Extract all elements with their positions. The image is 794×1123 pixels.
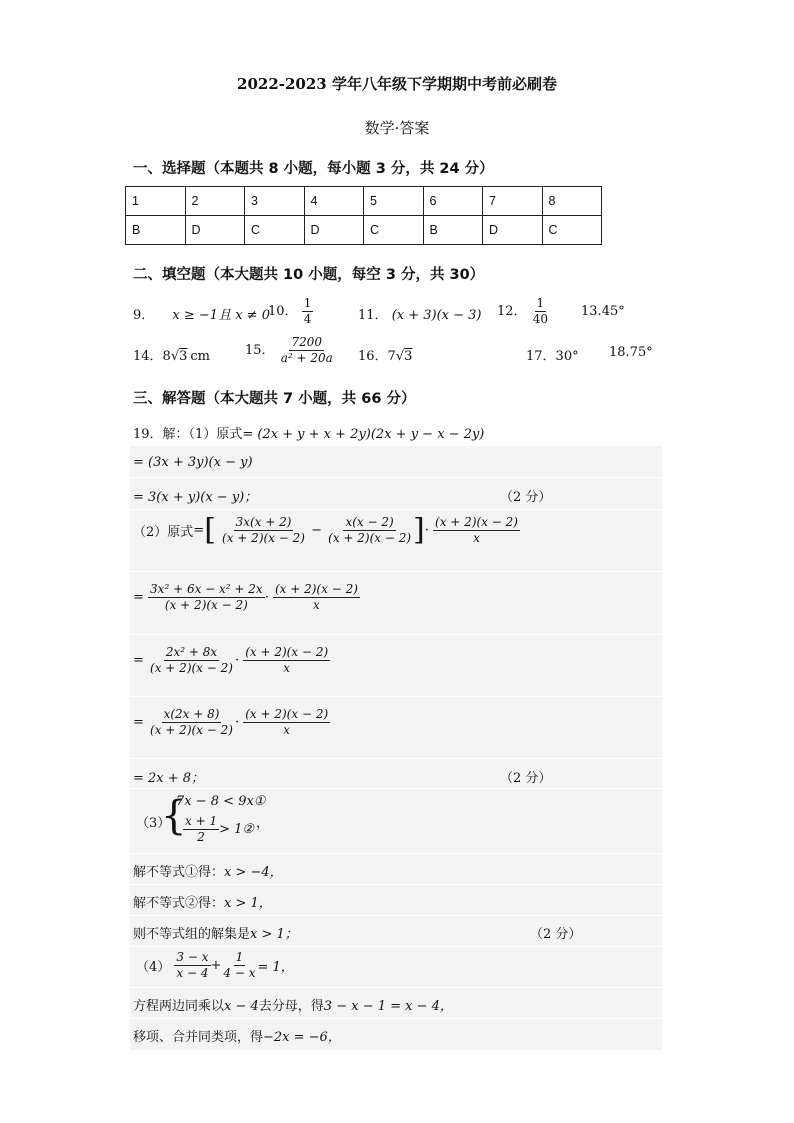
section3-heading: 三、解答题（本大题共 7 小题，共 66 分） xyxy=(133,391,416,407)
answer-table-answers-row xyxy=(126,216,602,245)
p3-solution2-text: 解不等式②得： xyxy=(133,896,225,911)
answer-table-cell: 4 xyxy=(304,187,364,216)
fraction-numerator: 1 xyxy=(235,950,244,964)
row-divider xyxy=(130,788,662,789)
q16-coefficient: 7 xyxy=(387,349,396,364)
p4-equation: （4） $\frac{3 - x}{x - 4}$ + $\frac{1}{4 - x}$ = 1， xyxy=(136,950,294,980)
p4-equation-rest: = 1， xyxy=(257,960,294,975)
fraction-denominator: 2 xyxy=(197,830,205,844)
p3-solution1 xyxy=(133,861,283,880)
p3-label: （3） xyxy=(136,816,171,831)
p3-comma: ， xyxy=(256,816,270,831)
q12-answer xyxy=(497,296,550,327)
q18-answer xyxy=(609,345,653,360)
fraction-numerator: x(2x + 8) xyxy=(163,707,220,721)
radical-icon: √ xyxy=(170,349,180,364)
fraction-denominator: x xyxy=(313,598,320,612)
left-brace-icon: { xyxy=(161,793,187,839)
q14-answer xyxy=(133,345,210,364)
fraction-denominator: x xyxy=(473,531,480,545)
p3-solution1-text: 解不等式①得： xyxy=(133,865,225,880)
row-divider xyxy=(130,987,662,988)
q19-intro: 19．解：（1）原式 xyxy=(133,427,243,442)
fraction-numerator: x(x − 2) xyxy=(345,515,394,529)
q15-answer xyxy=(245,335,335,366)
q15-denominator: a² + 20a xyxy=(280,351,333,365)
section1-heading: 一、选择题（本题共 8 小题，每小题 3 分，共 24 分） xyxy=(133,161,494,177)
q17-content: 30° xyxy=(555,349,579,364)
fraction-denominator: (x + 2)(x − 2) xyxy=(150,661,233,675)
p2-result: = 2x + 8； xyxy=(133,771,205,786)
fraction-numerator: (x + 2)(x − 2) xyxy=(245,645,329,659)
q19-line1 xyxy=(133,423,484,442)
p2-step2-fraction xyxy=(148,582,265,613)
fraction-denominator: x − 4 xyxy=(176,966,209,980)
answer-table-cell: D xyxy=(185,216,245,245)
row-divider xyxy=(130,1018,662,1019)
q16-radicand: 3 xyxy=(404,349,413,364)
p3-inequality2-rest: > 1② xyxy=(219,822,255,837)
section2-heading: 二、填空题（本大题共 10 小题，每空 3 分，共 30） xyxy=(133,267,485,283)
answer-table-cell: C xyxy=(542,216,602,245)
row-divider xyxy=(130,915,662,916)
fraction-numerator: 3x(x + 2) xyxy=(235,515,292,529)
row-divider xyxy=(130,571,662,572)
q9-answer xyxy=(133,304,270,323)
fraction-denominator: (x + 2)(x − 2) xyxy=(222,531,305,545)
p3-inequality2-fraction xyxy=(183,814,219,845)
p3-solution-set xyxy=(133,923,298,942)
row-divider xyxy=(130,758,662,759)
q12-label: 12． xyxy=(497,304,527,319)
fraction-denominator: (x + 2)(x − 2) xyxy=(164,598,248,612)
p4-step2-text2: 去分母，得 xyxy=(258,999,324,1014)
q11-label: 11． xyxy=(358,308,388,323)
p4-label: （4） xyxy=(136,960,171,975)
p4-step3 xyxy=(133,1026,341,1045)
answer-table-cell: B xyxy=(423,216,483,245)
row-divider xyxy=(130,634,662,635)
p2-step2: = $\frac{\text{3x² + 6x − x² + 2x}}{(x + 2)(x - 2)}$ · $\frac{(x + 2)(x - 2)}{x}$ xyxy=(133,582,358,612)
q10-numerator: 1 xyxy=(303,296,312,310)
p4-step3-math: −2x = −6， xyxy=(263,1030,341,1045)
answer-table-cell: B xyxy=(126,216,186,245)
answer-table-cell: 2 xyxy=(185,187,245,216)
p2-expression: （2）原式=[ $\frac{3x(x + 2)}{(x + 2)(x - 2)}$ − $\frac{x(x - 2)}{(x + 2)(x - 2)}$ ]· $\frac{(x + 2)(x - 2)}{x}$ xyxy=(133,512,518,548)
p4-fraction1 xyxy=(174,950,210,981)
q17-answer xyxy=(526,345,579,364)
p4-step2-math1: x − 4 xyxy=(224,999,259,1014)
q9-content: x ≥ −1且 x ≠ 0 xyxy=(172,308,270,323)
q18-content: 75° xyxy=(629,345,653,360)
radical-icon: √ xyxy=(395,349,405,364)
q10-label: 10． xyxy=(268,304,298,319)
page-subtitle: 数学·答案 xyxy=(364,119,430,137)
fraction-numerator: 3x² + 6x − x² + 2x xyxy=(150,582,263,596)
p3-solution2 xyxy=(133,892,272,911)
answer-table-cell: 5 xyxy=(364,187,424,216)
fraction-numerator: 2x² + 8x xyxy=(165,645,218,659)
fraction-numerator: 3 − x xyxy=(176,950,209,964)
p2-fraction1 xyxy=(220,515,307,546)
p3-solution-set-text: 则不等式组的解集是 xyxy=(133,927,251,942)
q12-numerator: 1 xyxy=(536,296,545,310)
p2-step3-fraction-b xyxy=(243,645,330,676)
q10-fraction xyxy=(302,296,314,327)
fraction-numerator: (x + 2)(x − 2) xyxy=(245,707,329,721)
q13-answer xyxy=(581,304,625,319)
p3-solution2-math: x > 1， xyxy=(224,896,272,911)
answer-table-cell: D xyxy=(483,216,543,245)
q14-coefficient: 8 xyxy=(162,349,171,364)
row-divider xyxy=(130,853,662,854)
q10-answer xyxy=(268,296,313,327)
answer-table-cell: 7 xyxy=(483,187,543,216)
fraction-denominator: x xyxy=(283,723,291,737)
answer-table-cell: 3 xyxy=(245,187,305,216)
row-divider xyxy=(130,946,662,947)
answer-table xyxy=(125,186,602,245)
answer-table-cell: C xyxy=(364,216,424,245)
q16-answer xyxy=(358,345,412,364)
q19-expression: = (2x + y + x + 2y)(2x + y − x − 2y) xyxy=(242,427,485,442)
p4-step3-text: 移项、合并同类项，得 xyxy=(133,1030,264,1045)
answer-table-cell: 6 xyxy=(423,187,483,216)
answer-table-cell: 1 xyxy=(126,187,186,216)
q13-content: 45° xyxy=(601,304,625,319)
p2-step4: = $\frac{x(2x + 8)}{(x + 2)(x - 2)}$ · $\frac{(x + 2)(x - 2)}{x}$ xyxy=(133,707,329,737)
fraction-denominator: 4 − x xyxy=(223,966,256,980)
q15-numerator: 7200 xyxy=(291,335,322,349)
q14-radicand: 3 xyxy=(179,349,188,364)
q15-label: 15． xyxy=(245,343,275,358)
left-bracket-icon: [ xyxy=(204,512,216,548)
p2-label: （2）原式 xyxy=(133,525,194,540)
q17-label: 17． xyxy=(526,349,556,364)
answer-table-cell: C xyxy=(245,216,305,245)
fraction-numerator: (x + 2)(x − 2) xyxy=(274,582,358,596)
q12-denominator: 40 xyxy=(532,312,548,326)
q10-denominator: 4 xyxy=(303,312,312,326)
fraction-denominator: (x + 2)(x − 2) xyxy=(328,531,412,545)
p3-solution-set-math: x > 1； xyxy=(250,927,298,942)
fraction-numerator: (x + 2)(x − 2) xyxy=(435,515,518,529)
answer-table-cell: D xyxy=(304,216,364,245)
fraction-denominator: (x + 2)(x − 2) xyxy=(150,723,233,737)
p2-step4-fraction-b xyxy=(243,707,330,738)
p4-step2 xyxy=(133,995,453,1014)
p2-step4-fraction xyxy=(148,707,235,738)
fraction-numerator: x + 1 xyxy=(185,814,218,828)
q13-label: 13. xyxy=(581,304,602,319)
q14-unit: cm xyxy=(190,349,211,364)
fraction-denominator: x xyxy=(283,661,291,675)
q15-fraction xyxy=(279,335,335,366)
p2-fraction3 xyxy=(433,515,520,546)
row-divider xyxy=(130,477,662,478)
p3-inequality2 xyxy=(183,814,254,845)
page-title: 2022-2023 学年八年级下学期期中考前必刷卷 xyxy=(237,75,557,93)
row-divider xyxy=(130,884,662,885)
q19-step3: = 3(x + y)(x − y)； xyxy=(133,490,258,505)
q11-answer xyxy=(358,304,482,323)
p3-inequality1: 7x − 8 < 9x① xyxy=(176,794,266,809)
q16-label: 16． xyxy=(358,349,388,364)
row-divider xyxy=(130,696,662,697)
p2-step3: = $\frac{\text{2x² + 8x}}{(x + 2)(x - 2)}$ · $\frac{(x + 2)(x - 2)}{x}$ xyxy=(133,645,329,675)
p2-fraction2 xyxy=(326,515,413,546)
q19-step2: = (3x + 3y)(x − y) xyxy=(133,455,253,470)
answer-table-cell: 8 xyxy=(542,187,602,216)
answer-table-numbers-row xyxy=(126,187,602,216)
p3-solution1-math: x > −4， xyxy=(224,865,283,880)
right-bracket-icon: ] xyxy=(413,512,425,548)
p4-step2-math2: 3 − x − 1 = x − 4， xyxy=(323,999,453,1014)
score-label: （2 分） xyxy=(500,490,552,505)
q12-fraction xyxy=(531,296,550,327)
score-label: （2 分） xyxy=(500,771,552,786)
p4-fraction2 xyxy=(221,950,257,981)
q9-label: 9． xyxy=(133,308,155,323)
p2-step3-fraction xyxy=(148,645,235,676)
p2-step2-fraction-b xyxy=(273,582,360,613)
q18-label: 18. xyxy=(609,345,630,360)
score-label: （2 分） xyxy=(530,927,582,942)
row-divider xyxy=(130,509,662,510)
q11-content: (x + 3)(x − 3) xyxy=(391,308,482,323)
q14-label: 14． xyxy=(133,349,163,364)
p4-step2-text: 方程两边同乘以 xyxy=(133,999,225,1014)
